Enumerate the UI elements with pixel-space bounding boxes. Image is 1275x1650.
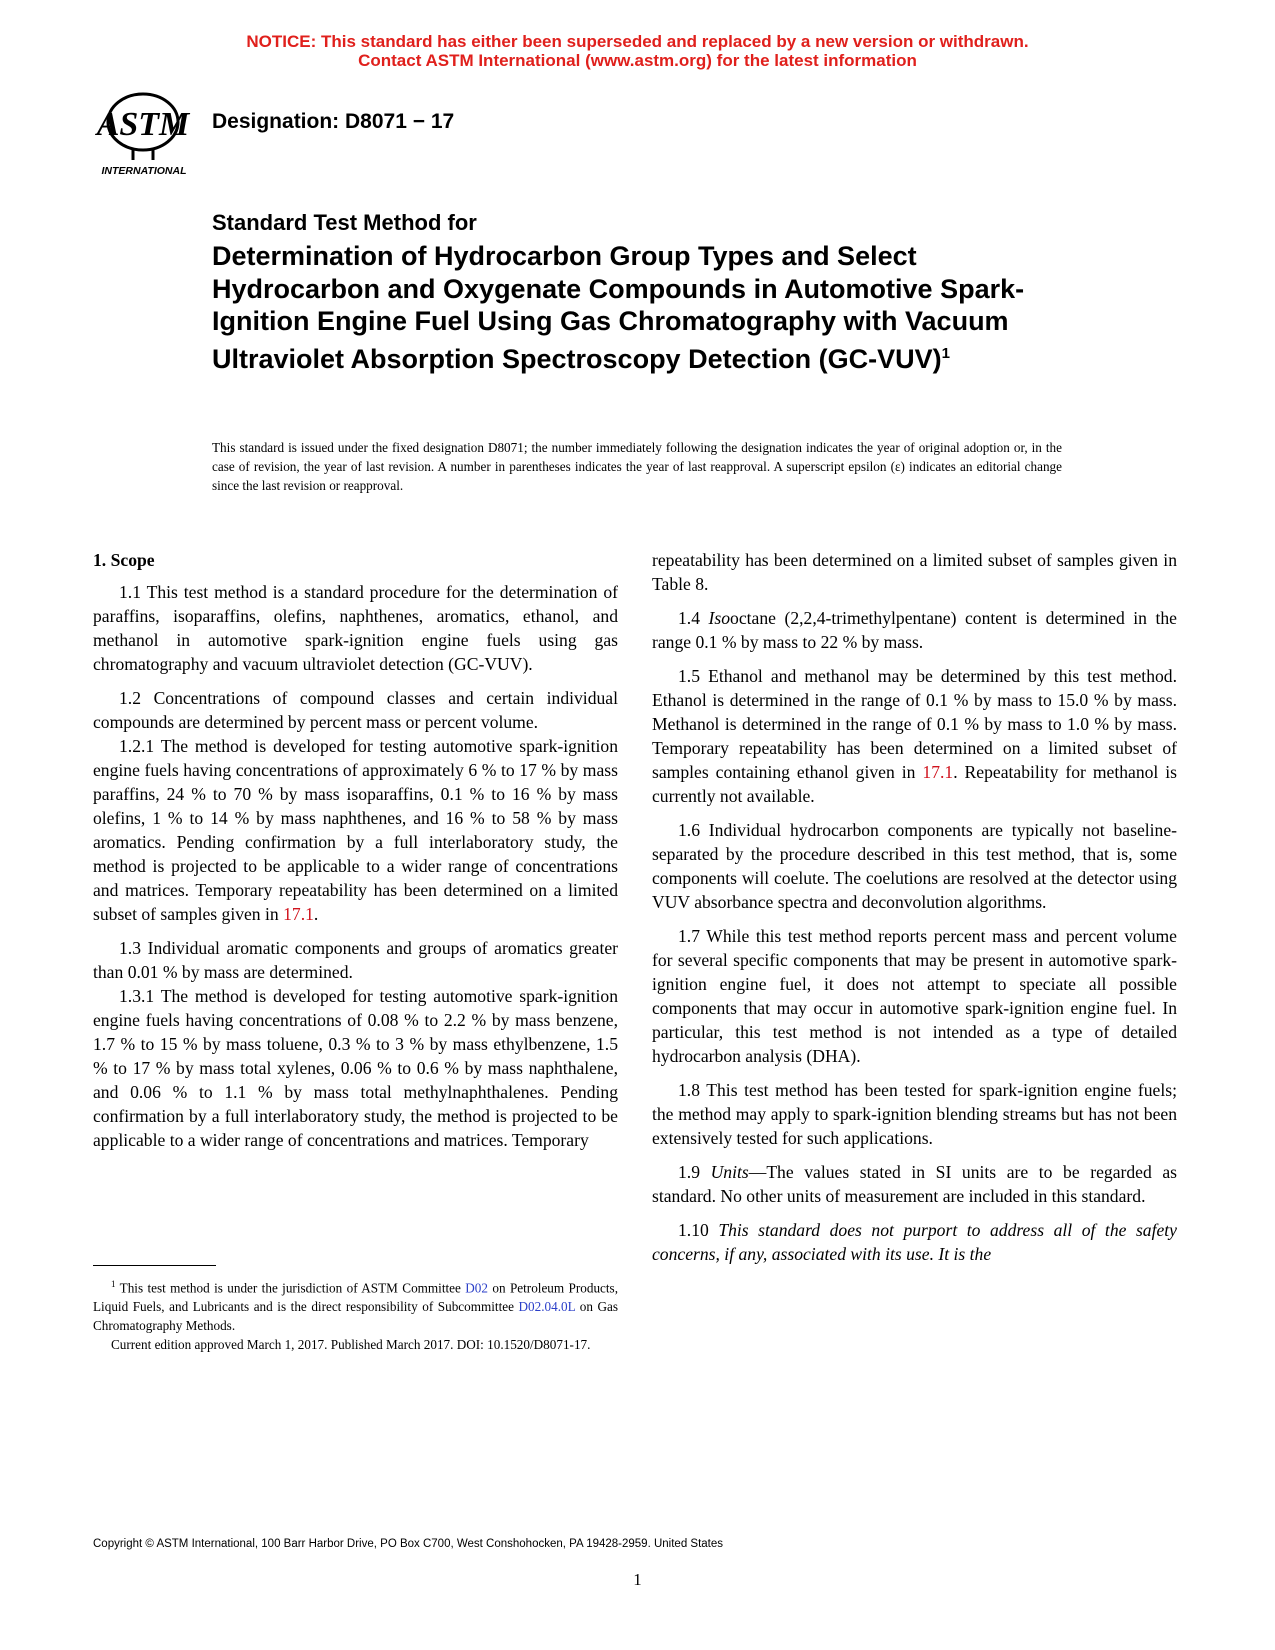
- footnote-1: $^1$ This test method is under the jurisdiction of ASTM Committee D02 on Petroleum Products, Liquid Fuels, and Lubricants and is the direct responsibility of Subcommittee D02.04.0L on Gas Chromatography Methods.: [93, 1279, 618, 1334]
- link-d02-04-0l[interactable]: D02.04.0L: [518, 1299, 576, 1315]
- title-footnote-ref: 1: [941, 344, 950, 362]
- copyright-line: Copyright © ASTM International, 100 Barr Harbor Drive, PO Box C700, West Conshohocken, PA 19428-2959. United States: [93, 1538, 724, 1550]
- para-1-3: 1.3 Individual aromatic components and groups of aromatics greater than 0.01 % by mass are determined.: [93, 938, 618, 982]
- notice-line-1: NOTICE: This standard has either been superseded and replaced by a new version or withdrawn.: [246, 32, 1029, 51]
- para-1-1: 1.1 This test method is a standard procedure for the determination of paraffins, isoparaffins, olefins, naphthenes, aromatics, ethanol, and methanol in automotive spark-ignition engine fuels using gas chromatography and vacuum ultraviolet detection (GC-VUV).: [93, 582, 618, 674]
- page-number: 1: [633, 1570, 642, 1589]
- withdrawal-notice: [0, 32, 1275, 70]
- para-1-10: 1.10 This standard does not purport to address all of the safety concerns, if any, associated with its use. It is the: [652, 1220, 1177, 1264]
- astm-logo: [93, 88, 195, 178]
- notice-line-2: Contact ASTM International (www.astm.org) for the latest information: [358, 51, 917, 70]
- para-1-5: 1.5 Ethanol and methanol may be determined by this test method. Ethanol is determined in the range of 0.1 % by mass to 15.0 % by mass. Methanol is determined in the range of 0.1 % by mass to 1.0 % by mass. Temporary repeatability has been determined on a limited subset of samples containing ethanol given in 17.1. Repeatability for methanol is currently not available.: [652, 666, 1178, 806]
- link-17-1[interactable]: 17.1: [283, 904, 314, 924]
- para-1-6: 1.6 Individual hydrocarbon components are typically not baseline-separated by the procedure described in this test method, that is, some components will coelute. The coelutions are resolved at the detector using VUV absorbance spectra and deconvolution algorithms.: [652, 820, 1177, 912]
- footnote-edition: Current edition approved March 1, 2017. Published March 2017. DOI: 10.1520/D8071-17.: [111, 1337, 591, 1353]
- para-1-3-1-continued: repeatability has been determined on a limited subset of samples given in Table 8.: [652, 550, 1177, 594]
- para-1-7: 1.7 While this test method reports percent mass and percent volume for several specific components that may be present in automotive spark-ignition engine fuel, it does not attempt to speciate all possible components that may occur in automotive spark-ignition engine fuel. In particular, this test method is not intended as a type of detailed hydrocarbon analysis (DHA).: [652, 926, 1177, 1066]
- para-1-9: 1.9 Units—The values stated in SI units are to be regarded as standard. No other units of measurement are included in this standard.: [652, 1162, 1177, 1206]
- column-left: [93, 548, 618, 1162]
- link-17-1[interactable]: 17.1: [922, 762, 954, 782]
- footnote: [93, 1275, 618, 1354]
- title-main: Determination of Hydrocarbon Group Types and Select Hydrocarbon and Oxygenate Compounds in Automotive Spark-Ignition Engine Fuel Using Gas Chromatography with Vacuum Ultraviolet Absorption Spectroscopy Detection (GC-VUV): [212, 241, 1025, 374]
- column-right: [652, 548, 1177, 1276]
- para-1-8: 1.8 This test method has been tested for spark-ignition engine fuels; the method may apply to spark-ignition blending streams but has not been extensively tested for such applications.: [652, 1080, 1177, 1148]
- document-title: [212, 210, 1072, 375]
- designation: Designation: D8071 − 17: [212, 110, 455, 133]
- title-line-1: Standard Test Method for: [212, 210, 477, 235]
- footnote-divider: [93, 1265, 216, 1266]
- para-1-2-1: 1.2.1 The method is developed for testing automotive spark-ignition engine fuels having concentrations of approximately 6 % to 17 % by mass paraffins, 24 % to 70 % by mass isoparaffins, 0.1 % to 16 % by mass olefins, 1 % to 14 % by mass naphthenes, and 16 % to 58 % by mass aromatics. Pending confirmation by a full interlaboratory study, the method is projected to be applicable to a wider range of concentrations and matrices. Temporary repeatability has been determined on a limited subset of samples given in 17.1.: [93, 736, 618, 924]
- section-heading-scope: 1. Scope: [93, 550, 155, 570]
- logo-letters: ASTM: [96, 106, 190, 143]
- link-d02[interactable]: D02: [465, 1280, 488, 1296]
- para-1-2: 1.2 Concentrations of compound classes and certain individual compounds are determined by percent mass or percent volume.: [93, 688, 618, 732]
- para-1-3-1: 1.3.1 The method is developed for testing automotive spark-ignition engine fuels having concentrations of 0.08 % to 2.2 % by mass benzene, 1.7 % to 15 % by mass toluene, 0.3 % to 3 % by mass ethylbenzene, 1.5 % to 17 % by mass total xylenes, 0.06 % to 0.6 % by mass naphthalene, and 0.06 % to 1.1 % by mass total methylnaphthalenes. Pending confirmation by a full interlaboratory study, the method is projected to be applicable to a wider range of concentrations and matrices. Temporary: [93, 986, 618, 1150]
- para-1-4: 1.4 Isooctane (2,2,4-trimethylpentane) content is determined in the range 0.1 % by mass to 22 % by mass.: [652, 608, 1177, 652]
- preamble: This standard is issued under the fixed designation D8071; the number immediately following the designation indicates the year of original adoption or, in the case of revision, the year of last revision. A number in parentheses indicates the year of last reapproval. A superscript epsilon (ε) indicates an editorial change since the last revision or reapproval.: [212, 440, 1062, 493]
- logo-wordmark: INTERNATIONAL: [101, 165, 187, 177]
